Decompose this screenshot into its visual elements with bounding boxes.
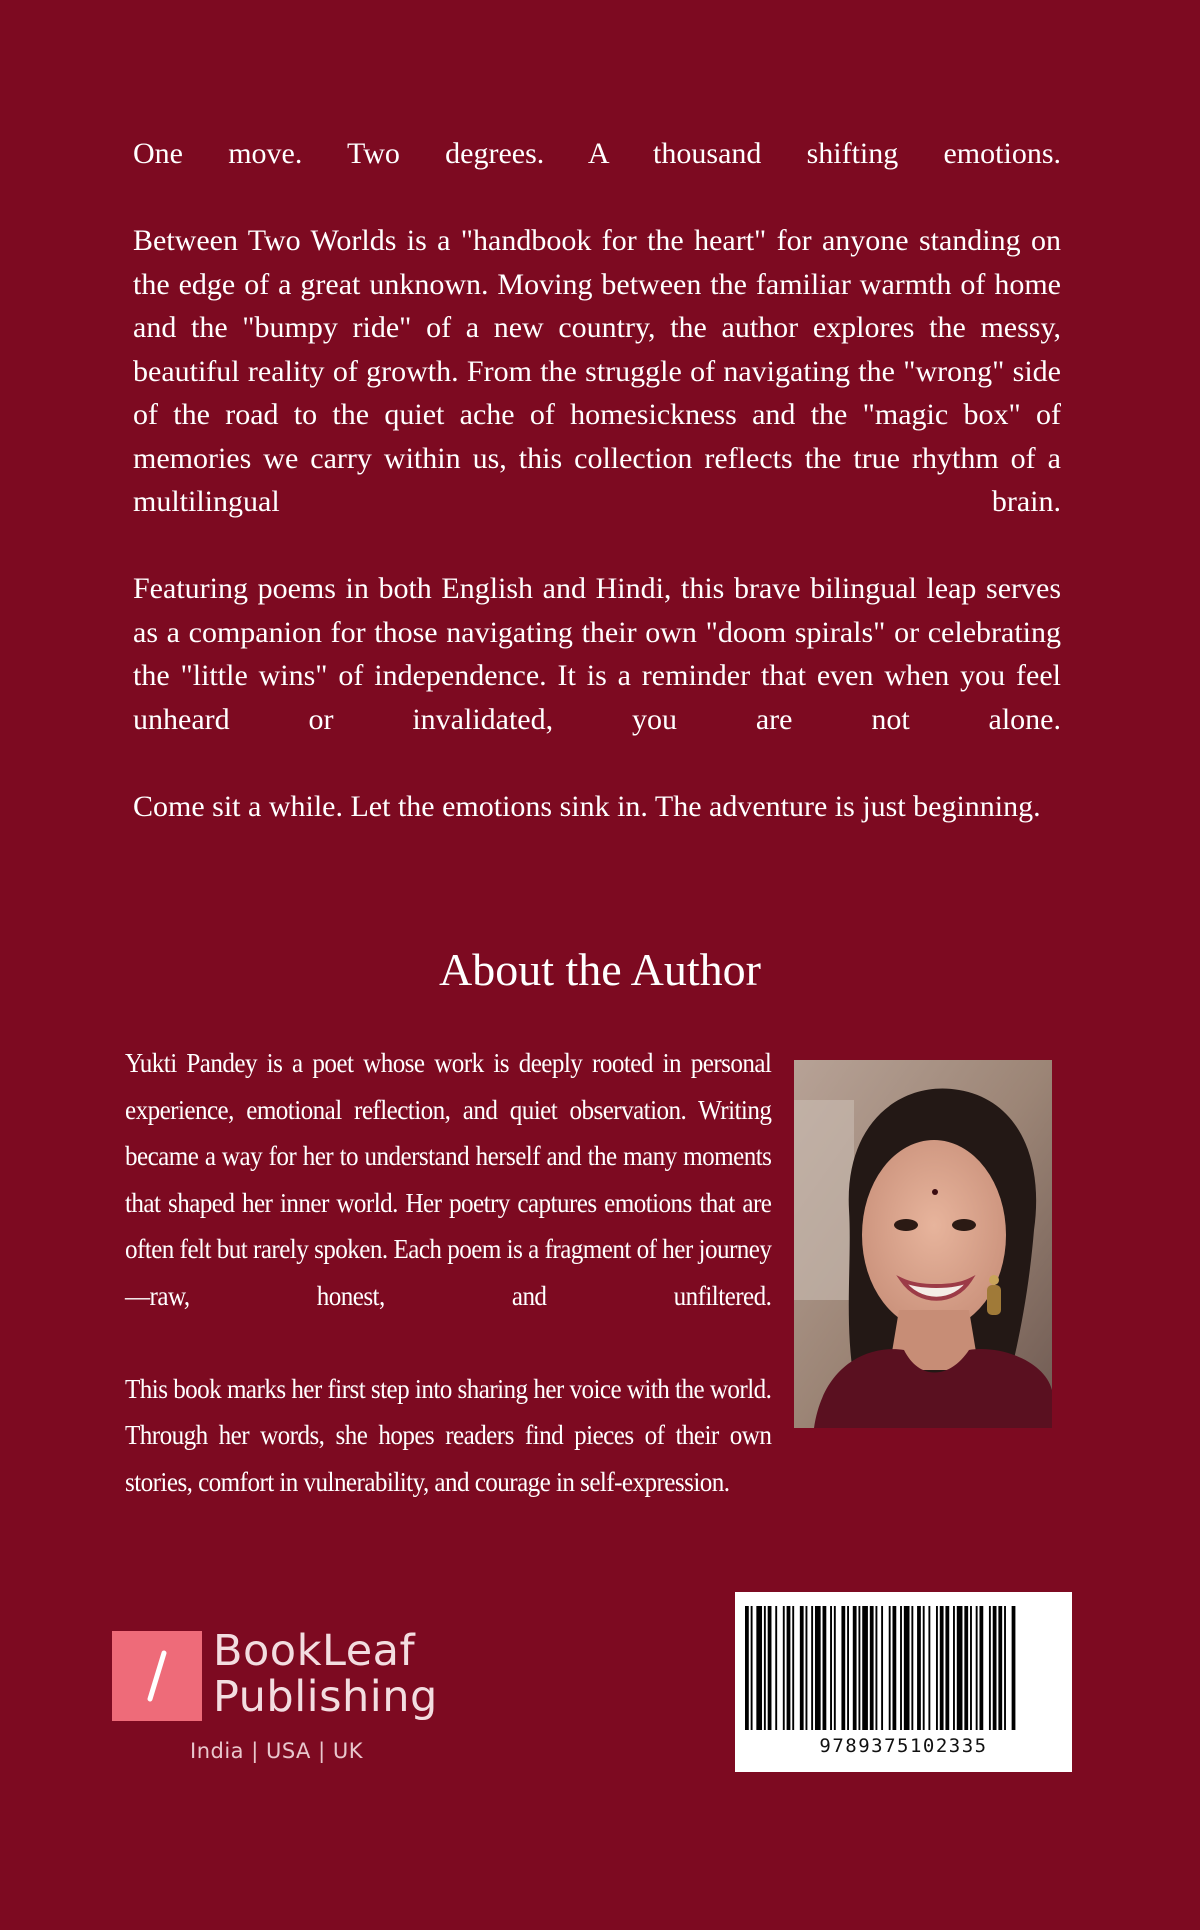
blurb-paragraph: One move. Two degrees. A thousand shifting emotions. [133,137,1061,170]
publisher-mark [112,1631,202,1721]
barcode-bar [811,1606,813,1730]
barcode-bar [1004,1606,1006,1730]
barcode-bar [858,1606,860,1730]
blurb-paragraph: Between Two Worlds is a "handbook for the heart" for anyone standing on the edge of a great unknown. Moving between the familiar warmth of home and the "bumpy ride" of a new country, the author explores the messy, beautiful reality of growth. From the struggle of navigating the "wrong" side of the road to the quiet ache of homesickness and the "magic box" of memories we carry within us, this collection reflects the true rhythm of a multilingual brain. [133,224,1061,518]
barcode-bar [928,1606,930,1730]
publisher-name-line1: BookLeaf [213,1626,416,1676]
publisher-logo [112,1628,452,1778]
barcode-bar [917,1606,921,1730]
barcode-bar [911,1606,913,1730]
barcode-bar [953,1606,955,1730]
barcode-bar [893,1606,897,1730]
barcode-bar [889,1606,891,1730]
isbn-number: 9789375102335 [819,1735,988,1757]
barcode-bar [783,1606,785,1730]
bio-paragraph: This book marks her first step into sharing her voice with the world. Through her words, she hopes readers find pieces of their own stories, comfort in vulnerability, and courage in self-expression. [125,1373,772,1497]
publisher-name-line2: Publishing [213,1672,438,1722]
barcode-bar [881,1606,883,1730]
author-photo [794,1060,1052,1428]
barcode-icon [735,1592,1072,1732]
blurb-paragraph: Come sit a while. Let the emotions sink in. The adventure is just beginning. [133,789,1041,823]
barcode-bar [976,1606,978,1730]
barcode-bar [862,1606,868,1730]
barcode-bar [923,1606,925,1730]
blurb [133,132,1061,872]
barcode-bar [998,1606,1002,1730]
author-portrait-image [794,1060,1052,1428]
bio-paragraph: Yukti Pandey is a poet whose work is deeply rooted in personal experience, emotional reflection, and quiet observation. Writing became a way for her to understand herself and the many moments that shaped her inner world. Her poetry captures emotions that are often felt but rarely spoken. Each poem is a fragment of her journey—raw, honest, and unfiltered. [125,1048,772,1311]
barcode-bar [830,1606,832,1730]
barcode-bar [792,1606,794,1730]
publisher-name [213,1628,438,1720]
barcode-bar [904,1606,910,1730]
barcode-bar [775,1606,777,1730]
about-author-heading: About the Author [439,944,761,995]
publisher-regions: India | USA | UK [190,1739,363,1763]
barcode-bar [979,1606,983,1730]
barcode-bar [989,1606,991,1730]
slash-icon [112,1631,202,1721]
blurb-paragraph: Featuring poems in both English and Hindi, this brave bilingual leap serves as a companion for those navigating their own "doom spirals" or celebrating the "little wins" of independence. It is a reminder that even when you feel unheard or invalidated, you are not alone. [133,572,1061,736]
barcode-bar [787,1606,791,1730]
isbn-barcode [735,1592,1072,1772]
barcode-bar [756,1606,762,1730]
barcode-bar [847,1606,849,1730]
barcode-bar [841,1606,845,1730]
barcode-bar [751,1606,753,1730]
barcode-bar [900,1606,902,1730]
barcode-bar [940,1606,944,1730]
barcode-bar [834,1606,836,1730]
barcode-bar [875,1606,877,1730]
barcode-bar [970,1606,972,1730]
author-bio [125,1040,772,1552]
barcode-bar [764,1606,766,1730]
barcode-bar [1012,1606,1016,1730]
barcode-bar [800,1606,804,1730]
barcode-bar [823,1606,827,1730]
barcode-bar [853,1606,857,1730]
barcode-bar [870,1606,874,1730]
barcode-bar [964,1606,968,1730]
barcode-bar [745,1606,749,1730]
barcode-bar [806,1606,808,1730]
barcode-bar [993,1606,997,1730]
barcode-bar [957,1606,963,1730]
barcode-bar [815,1606,821,1730]
barcode-bar [945,1606,949,1730]
barcode-bar [936,1606,938,1730]
barcode-bar [768,1606,772,1730]
